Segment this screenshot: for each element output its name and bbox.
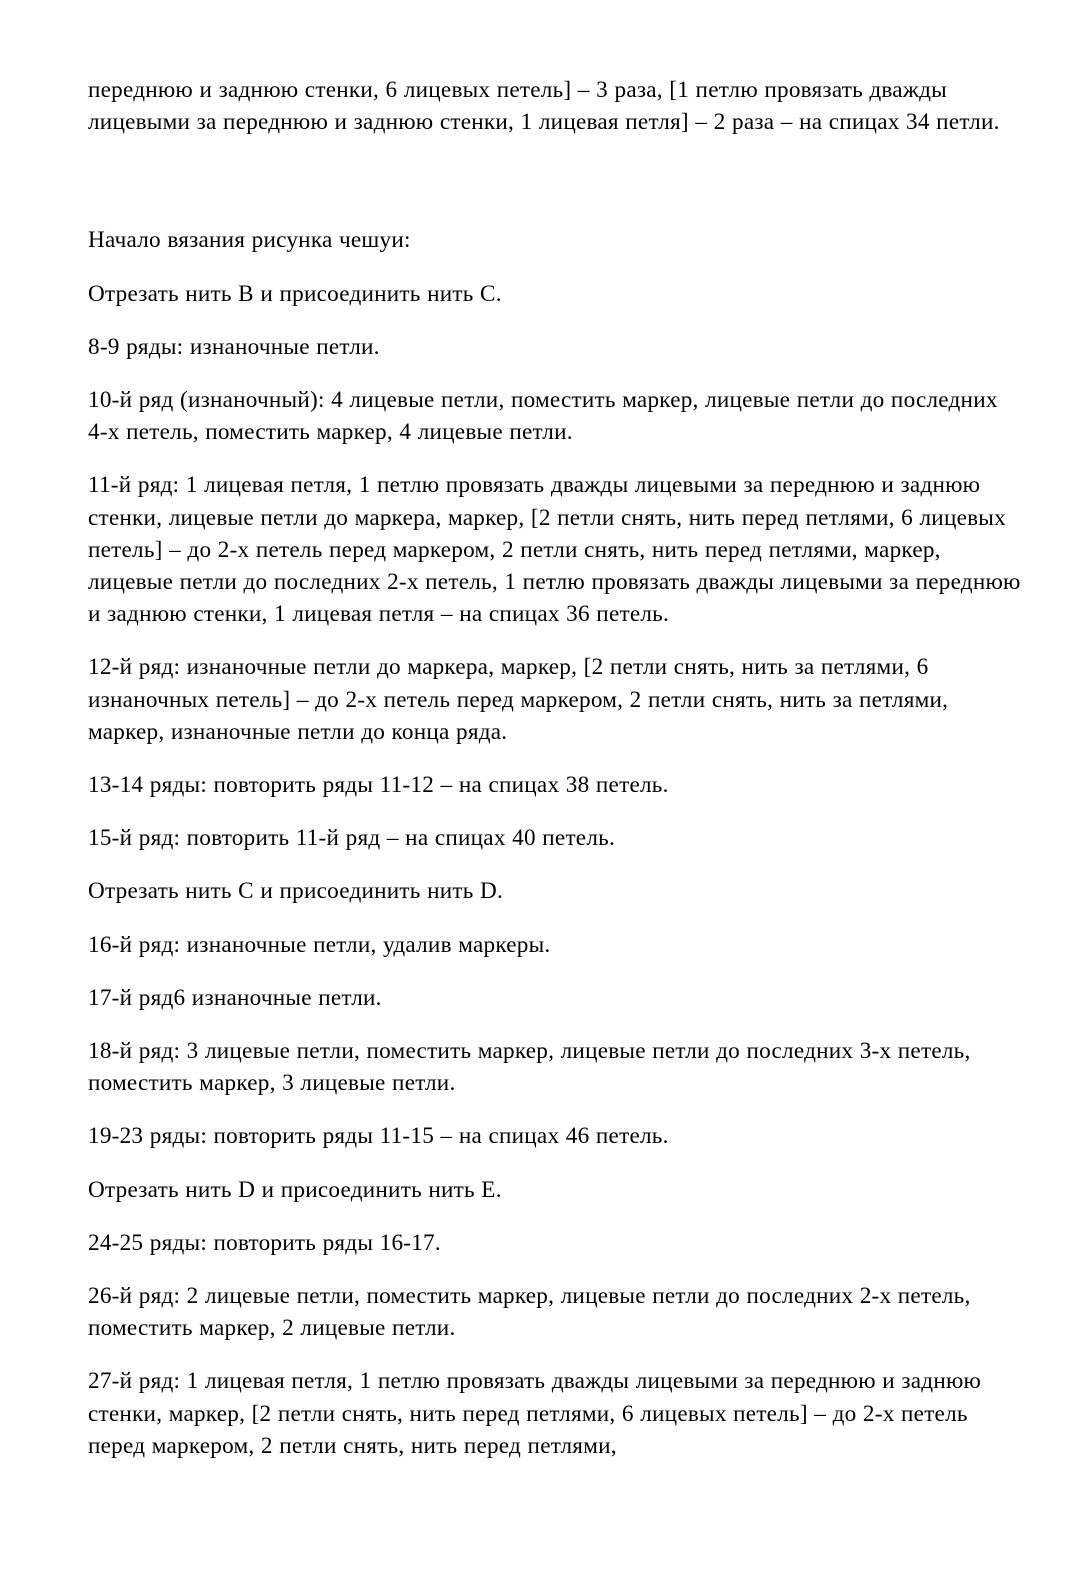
paragraph: 11-й ряд: 1 лицевая петля, 1 петлю провязать дважды лицевыми за переднюю и заднюю стенки, лицевые петли до маркера, маркер, [2 петли снять, нить перед петлями, 6 лицевых петель] – до 2-х петель перед маркером, 2 петли снять, нить перед петлями, маркер, лицевые петли до последних 2-х петель, 1 петлю провязать дважды лицевыми за переднюю и заднюю стенки, 1 лицевая петля – на спицах 36 петель. [88, 472, 1021, 628]
paragraph: 19-23 ряды: повторить ряды 11-15 – на спицах 46 петель. [88, 1123, 669, 1150]
paragraph: 26-й ряд: 2 лицевые петли, поместить маркер, лицевые петли до последних 2-х петель, поместить маркер, 2 лицевые петли. [88, 1283, 971, 1342]
paragraph: 13-14 ряды: повторить ряды 11-12 – на спицах 38 петель. [88, 772, 669, 799]
paragraph: Отрезать нить B и присоединить нить C. [88, 280, 502, 307]
paragraph: 12-й ряд: изнаночные петли до маркера, маркер, [2 петли снять, нить за петлями, 6 изнаночных петель] – до 2-х петель перед маркером, 2 петли снять, нить за петлями, маркер, изнаночные петли до конца ряда. [88, 654, 949, 745]
paragraph: 27-й ряд: 1 лицевая петля, 1 петлю провязать дважды лицевыми за переднюю и заднюю стенки, маркер, [2 петли снять, нить перед петлями, 6 лицевых петель] – до 2-х петель перед маркером, 2 петли снять, нить перед петлями, [88, 1368, 982, 1459]
paragraph: 18-й ряд: 3 лицевые петли, поместить маркер, лицевые петли до последних 3-х петель, поместить маркер, 3 лицевые петли. [88, 1038, 971, 1097]
text-column [88, 74, 1022, 1462]
paragraph: Начало вязания рисунка чешуи: [88, 227, 411, 254]
paragraph: 16-й ряд: изнаночные петли, удалив маркеры. [88, 931, 551, 958]
paragraph: Отрезать нить C и присоединить нить D. [88, 878, 504, 905]
paragraph: 17-й ряд6 изнаночные петли. [88, 984, 382, 1011]
paragraph: 24-25 ряды: повторить ряды 16-17. [88, 1229, 441, 1256]
paragraph: 10-й ряд (изнаночный): 4 лицевые петли, поместить маркер, лицевые петли до последних 4-х петель, поместить маркер, 4 лицевые петли. [88, 387, 998, 446]
paragraph: 15-й ряд: повторить 11-й ряд – на спицах 40 петель. [88, 825, 615, 852]
paragraph: 8-9 ряды: изнаночные петли. [88, 333, 380, 360]
paragraph: Отрезать нить D и присоединить нить E. [88, 1176, 502, 1203]
paragraph: переднюю и заднюю стенки, 6 лицевых петель] – 3 раза, [1 петлю провязать дважды лицевыми за переднюю и заднюю стенки, 1 лицевая петля] – 2 раза – на спицах 34 петли. [88, 77, 1000, 136]
